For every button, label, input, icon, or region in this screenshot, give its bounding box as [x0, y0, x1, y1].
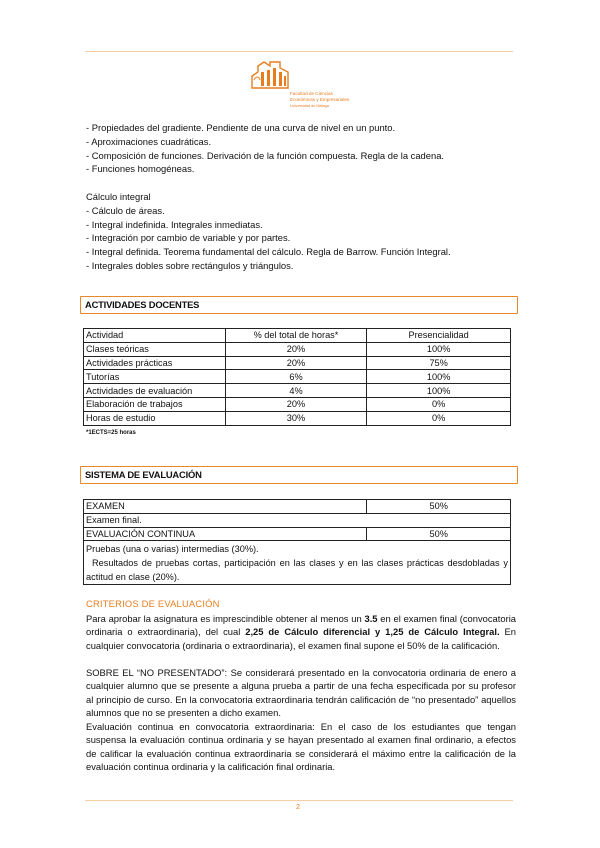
criteria-p1-text-e: En cualquier convocatoria (ordinaria o extraordinaria), el examen final supone el 50% de la calificación. — [86, 626, 516, 651]
table-cell: 100% — [367, 342, 511, 356]
table-cell: 0% — [367, 411, 511, 425]
exam-description: Examen final. — [84, 513, 511, 527]
table-cell: 100% — [367, 384, 511, 398]
criteria-p1-min-score: 3.5 — [364, 613, 378, 624]
continuous-label: EVALUACIÓN CONTINUA — [84, 527, 367, 541]
table-cell: 75% — [367, 356, 511, 370]
table-cell: 20% — [225, 397, 367, 411]
continuous-value: 50% — [367, 527, 511, 541]
table-cell: Elaboración de trabajos — [84, 397, 226, 411]
criteria-paragraph-1 — [86, 612, 516, 652]
table-cell: Actividades prácticas — [84, 356, 226, 370]
continuous-description — [84, 541, 511, 585]
building-logo-icon — [250, 58, 292, 90]
table-cell: Clases teóricas — [84, 342, 226, 356]
table-cell: Tutorías — [84, 370, 226, 384]
evaluation-table — [83, 499, 511, 585]
integral-title: Cálculo integral — [86, 191, 151, 202]
continuous-desc-line-2: Resultados de pruebas cortas, participación en las clases y en las clases prácticas desdobladas y actitud en clase (20%). — [86, 558, 508, 583]
criteria-title: CRITERIOS DE EVALUACIÓN — [86, 598, 220, 609]
topic-item: - Integración por cambio de variable y por partes. — [86, 232, 291, 244]
table-row — [84, 356, 511, 370]
topic-item: - Integral indefinida. Integrales inmediatas. — [86, 218, 263, 230]
table-row — [84, 384, 511, 398]
logo-line-2: Económicas y Empresariales — [290, 97, 350, 102]
topic-item: - Integral definida. Teorema fundamental del cálculo. Regla de Barrow. Función Integral. — [86, 246, 451, 258]
table-row — [84, 411, 511, 425]
table-row — [84, 397, 511, 411]
topic-item: - Aproximaciones cuadráticas. — [86, 135, 212, 147]
topic-item: - Cálculo de áreas. — [86, 204, 165, 216]
ects-note: *1ECTS=25 horas — [86, 430, 136, 436]
activities-heading — [80, 296, 518, 314]
table-cell: 20% — [225, 342, 367, 356]
continuous-desc-line-1: Pruebas (una o varias) intermedias (30%). — [86, 544, 259, 555]
topic-item: - Propiedades del gradiente. Pendiente de una curva de nivel en un punto. — [86, 122, 396, 133]
table-row — [84, 541, 511, 585]
table-header-cell: Presencialidad — [367, 329, 511, 343]
table-header-cell: % del total de horas* — [225, 329, 367, 343]
table-cell: 6% — [225, 370, 367, 384]
table-row — [84, 527, 511, 541]
table-row — [84, 513, 511, 527]
criteria-p1-text-c: en el examen final (convocatoria ordinaria o extraordinaria), del cual — [86, 613, 516, 638]
exam-label: EXAMEN — [84, 500, 367, 514]
topic-item: - Funciones homogéneas. — [86, 163, 195, 175]
topics-list-2 — [86, 190, 516, 273]
faculty-logo — [250, 58, 352, 114]
table-header-row — [84, 329, 511, 343]
table-cell: 100% — [367, 370, 511, 384]
criteria-p1-breakdown: 2,25 de Cálculo diferencial y 1,25 de Cálculo Integral. — [245, 626, 500, 638]
criteria-paragraph-2: SOBRE EL “NO PRESENTADO”: Se considerará presentado en la convocatoria ordinaria de enero a cualquier alumno que se presente a alguna prueba a partir de una fecha especificada por su profesor al principio de curso. En la convocatoria extraordinaria tendrán calificación de “no presentado” aquellos alumnos que no se presenten a dicho examen. — [86, 667, 516, 719]
table-cell: Actividades de evaluación — [84, 384, 226, 398]
table-cell: 30% — [225, 411, 367, 425]
evaluation-heading — [80, 466, 518, 484]
page-number: 2 — [296, 804, 300, 811]
header-rule — [85, 51, 513, 52]
topic-item: - Composición de funciones. Derivación de la función compuesta. Regla de la cadena. — [86, 149, 445, 161]
logo-line-3: Universidad de Málaga — [290, 104, 329, 108]
activities-table — [83, 328, 511, 426]
topic-item: - Integrales dobles sobre rectángulos y triángulos. — [86, 259, 294, 271]
exam-value: 50% — [367, 500, 511, 514]
table-cell: 20% — [225, 356, 367, 370]
footer-rule — [85, 800, 513, 801]
table-cell: Horas de estudio — [84, 411, 226, 425]
table-row — [84, 500, 511, 514]
table-cell: 4% — [225, 384, 367, 398]
criteria-paragraph-3: Evaluación continua en convocatoria extraordinaria: En el caso de los estudiantes que tengan suspensa la evaluación continua ordinaria y se hayan presentado al examen final ordinario, a efectos de calificar la evaluación continua extraordinaria se considerará el máximo entre la calificación de la evaluación continua ordinaria y la calificación final ordinaria. — [86, 721, 516, 773]
table-row — [84, 342, 511, 356]
table-header-cell: Actividad — [84, 329, 226, 343]
logo-line-1: Facultad de Ciencias — [290, 91, 333, 96]
criteria-p1-text-a: Para aprobar la asignatura es imprescindible obtener al menos un — [86, 613, 365, 624]
activities-heading-text: ACTIVIDADES DOCENTES — [85, 299, 200, 310]
topics-list-1 — [86, 121, 516, 176]
table-cell: 0% — [367, 397, 511, 411]
table-row — [84, 370, 511, 384]
evaluation-heading-text: SISTEMA DE EVALUACIÓN — [85, 469, 202, 480]
